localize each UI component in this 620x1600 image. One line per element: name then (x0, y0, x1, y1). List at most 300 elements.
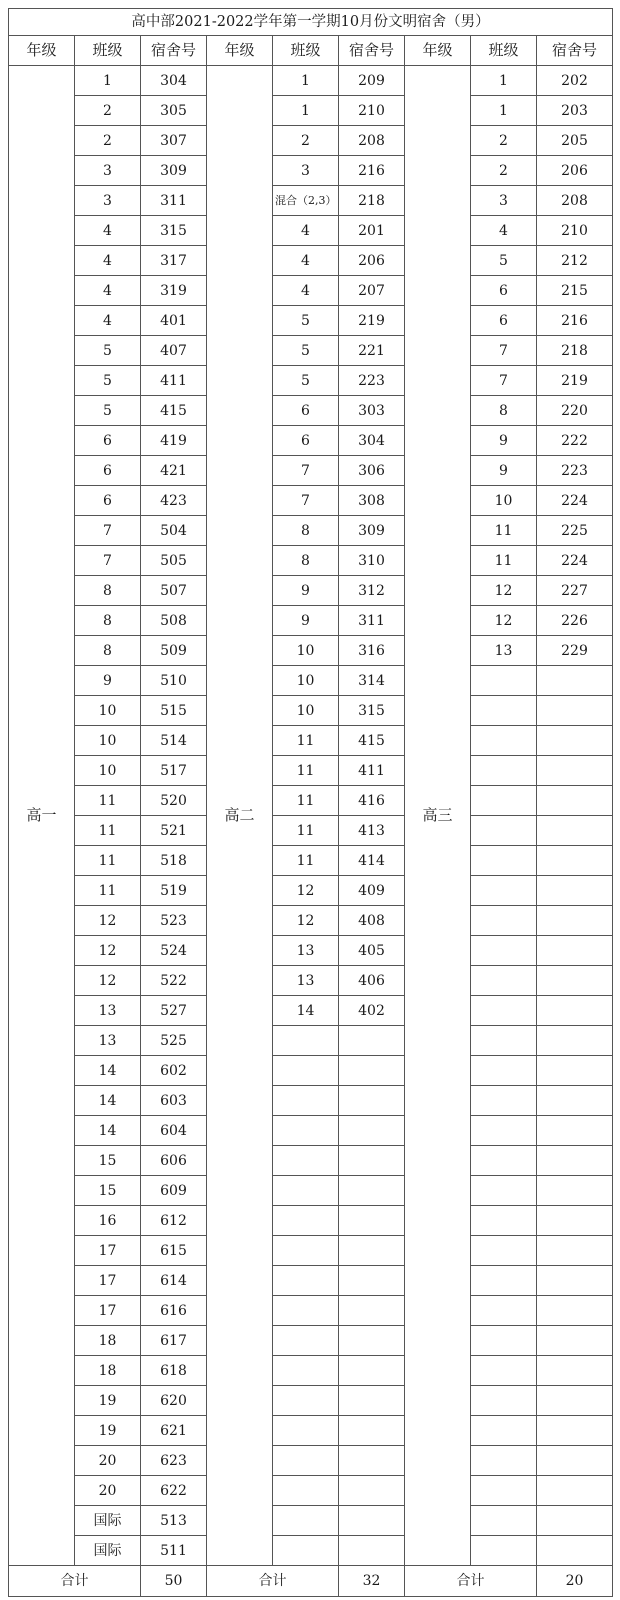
dorm-cell: 309 (339, 516, 405, 546)
class-cell: 19 (75, 1416, 141, 1446)
dorm-cell: 317 (141, 246, 207, 276)
class-cell: 11 (75, 816, 141, 846)
class-cell: 12 (273, 876, 339, 906)
dormitory-table (8, 8, 613, 1597)
dorm-cell: 311 (339, 606, 405, 636)
dorm-cell: 505 (141, 546, 207, 576)
class-cell: 10 (75, 726, 141, 756)
class-cell: 1 (471, 66, 537, 96)
total-row (9, 1566, 613, 1597)
table-row (9, 276, 613, 306)
empty-cell (471, 1416, 537, 1446)
class-cell: 6 (75, 426, 141, 456)
header-grade: 年级 (207, 36, 273, 66)
dorm-cell: 604 (141, 1116, 207, 1146)
table-row (9, 1326, 613, 1356)
class-cell: 5 (273, 306, 339, 336)
empty-cell (537, 1416, 613, 1446)
empty-cell (537, 1266, 613, 1296)
dorm-cell: 623 (141, 1446, 207, 1476)
class-cell: 9 (471, 456, 537, 486)
table-row (9, 1386, 613, 1416)
table-row (9, 306, 613, 336)
table-row (9, 486, 613, 516)
class-cell: 18 (75, 1326, 141, 1356)
empty-cell (273, 1296, 339, 1326)
empty-cell (537, 1026, 613, 1056)
class-cell: 12 (75, 966, 141, 996)
empty-cell (537, 1356, 613, 1386)
table-row (9, 396, 613, 426)
class-cell: 8 (75, 636, 141, 666)
dorm-cell: 304 (141, 66, 207, 96)
dorm-cell: 413 (339, 816, 405, 846)
empty-cell (273, 1116, 339, 1146)
empty-cell (471, 1326, 537, 1356)
dorm-cell: 520 (141, 786, 207, 816)
dorm-cell: 215 (537, 276, 613, 306)
class-cell: 10 (75, 756, 141, 786)
table-row (9, 366, 613, 396)
dorm-cell: 527 (141, 996, 207, 1026)
empty-cell (471, 1386, 537, 1416)
empty-cell (471, 906, 537, 936)
table-row (9, 906, 613, 936)
class-cell: 3 (273, 156, 339, 186)
empty-cell (471, 1266, 537, 1296)
empty-cell (273, 1506, 339, 1536)
dorm-cell: 315 (141, 216, 207, 246)
class-cell: 4 (273, 216, 339, 246)
class-cell: 11 (471, 546, 537, 576)
dorm-cell: 405 (339, 936, 405, 966)
dorm-cell: 511 (141, 1536, 207, 1566)
table-row (9, 966, 613, 996)
empty-cell (339, 1506, 405, 1536)
dorm-cell: 319 (141, 276, 207, 306)
total-label: 合计 (405, 1566, 537, 1597)
class-cell: 7 (471, 366, 537, 396)
dorm-cell: 225 (537, 516, 613, 546)
dorm-cell: 606 (141, 1146, 207, 1176)
dorm-cell: 223 (339, 366, 405, 396)
dorm-cell: 519 (141, 876, 207, 906)
dorm-cell: 311 (141, 186, 207, 216)
dorm-cell: 525 (141, 1026, 207, 1056)
empty-cell (273, 1026, 339, 1056)
table-row (9, 636, 613, 666)
class-cell: 7 (471, 336, 537, 366)
dorm-cell: 210 (339, 96, 405, 126)
dorm-cell: 514 (141, 726, 207, 756)
empty-cell (471, 696, 537, 726)
class-cell: 8 (75, 576, 141, 606)
class-cell: 6 (471, 276, 537, 306)
empty-cell (471, 1026, 537, 1056)
class-cell: 13 (273, 936, 339, 966)
empty-cell (273, 1416, 339, 1446)
empty-cell (471, 1086, 537, 1116)
class-cell: 12 (75, 906, 141, 936)
class-cell: 2 (75, 126, 141, 156)
empty-cell (339, 1386, 405, 1416)
dorm-cell: 309 (141, 156, 207, 186)
table-row (9, 1296, 613, 1326)
empty-cell (471, 1356, 537, 1386)
empty-cell (537, 1056, 613, 1086)
class-cell: 11 (75, 846, 141, 876)
class-cell: 16 (75, 1206, 141, 1236)
dorm-cell: 304 (339, 426, 405, 456)
class-cell: 17 (75, 1296, 141, 1326)
class-cell: 4 (273, 276, 339, 306)
dorm-cell: 210 (537, 216, 613, 246)
class-cell: 4 (471, 216, 537, 246)
table-row (9, 786, 613, 816)
empty-cell (471, 846, 537, 876)
empty-cell (273, 1266, 339, 1296)
dorm-cell: 409 (339, 876, 405, 906)
empty-cell (537, 1146, 613, 1176)
class-cell: 3 (75, 186, 141, 216)
class-cell: 2 (75, 96, 141, 126)
table-row (9, 1416, 613, 1446)
class-cell: 11 (273, 846, 339, 876)
class-cell: 9 (471, 426, 537, 456)
total-label: 合计 (207, 1566, 339, 1597)
title-row (9, 9, 613, 36)
class-cell: 18 (75, 1356, 141, 1386)
empty-cell (537, 726, 613, 756)
class-cell: 1 (273, 96, 339, 126)
dorm-cell: 620 (141, 1386, 207, 1416)
empty-cell (339, 1356, 405, 1386)
dorm-cell: 315 (339, 696, 405, 726)
empty-cell (537, 1206, 613, 1236)
table-row (9, 726, 613, 756)
empty-cell (339, 1056, 405, 1086)
empty-cell (471, 996, 537, 1026)
dorm-cell: 212 (537, 246, 613, 276)
header-dorm: 宿舍号 (537, 36, 613, 66)
table-row (9, 216, 613, 246)
empty-cell (273, 1356, 339, 1386)
header-dorm: 宿舍号 (339, 36, 405, 66)
dorm-cell: 218 (537, 336, 613, 366)
empty-cell (537, 666, 613, 696)
dorm-cell: 602 (141, 1056, 207, 1086)
header-class: 班级 (273, 36, 339, 66)
empty-cell (471, 1536, 537, 1566)
dorm-cell: 209 (339, 66, 405, 96)
empty-cell (339, 1176, 405, 1206)
table-row (9, 1026, 613, 1056)
dorm-cell: 508 (141, 606, 207, 636)
class-cell: 3 (75, 156, 141, 186)
dorm-cell: 220 (537, 396, 613, 426)
empty-cell (471, 756, 537, 786)
empty-cell (339, 1146, 405, 1176)
dorm-cell: 219 (339, 306, 405, 336)
table-row (9, 96, 613, 126)
dorm-cell: 306 (339, 456, 405, 486)
class-cell: 6 (273, 426, 339, 456)
empty-cell (537, 1176, 613, 1206)
empty-cell (471, 666, 537, 696)
class-cell: 4 (75, 246, 141, 276)
dorm-cell: 312 (339, 576, 405, 606)
empty-cell (537, 1326, 613, 1356)
total-value: 20 (537, 1566, 613, 1597)
empty-cell (471, 966, 537, 996)
class-cell: 20 (75, 1446, 141, 1476)
dorm-cell: 523 (141, 906, 207, 936)
empty-cell (471, 1476, 537, 1506)
empty-cell (471, 1446, 537, 1476)
dorm-cell: 206 (537, 156, 613, 186)
dorm-cell: 509 (141, 636, 207, 666)
dorm-cell: 406 (339, 966, 405, 996)
class-cell: 8 (471, 396, 537, 426)
empty-cell (537, 936, 613, 966)
dormitory-document (8, 8, 612, 1597)
class-cell: 3 (471, 186, 537, 216)
dorm-cell: 609 (141, 1176, 207, 1206)
dorm-cell: 408 (339, 906, 405, 936)
class-cell: 12 (273, 906, 339, 936)
empty-cell (537, 1446, 613, 1476)
empty-cell (471, 816, 537, 846)
empty-cell (273, 1176, 339, 1206)
class-cell: 14 (75, 1086, 141, 1116)
empty-cell (537, 1476, 613, 1506)
empty-cell (339, 1536, 405, 1566)
empty-cell (471, 1296, 537, 1326)
class-cell: 5 (273, 336, 339, 366)
table-row (9, 156, 613, 186)
class-cell: 6 (75, 456, 141, 486)
empty-cell (471, 936, 537, 966)
dorm-cell: 524 (141, 936, 207, 966)
dorm-cell: 224 (537, 546, 613, 576)
grade-cell: 高一 (9, 66, 75, 1566)
table-row (9, 1116, 613, 1146)
dorm-cell: 219 (537, 366, 613, 396)
class-cell: 13 (471, 636, 537, 666)
empty-cell (537, 876, 613, 906)
empty-cell (273, 1086, 339, 1116)
class-cell: 1 (75, 66, 141, 96)
dorm-cell: 316 (339, 636, 405, 666)
class-cell: 19 (75, 1386, 141, 1416)
class-cell: 6 (273, 396, 339, 426)
class-cell: 12 (471, 606, 537, 636)
table-row (9, 846, 613, 876)
table-row (9, 816, 613, 846)
empty-cell (339, 1026, 405, 1056)
empty-cell (471, 1506, 537, 1536)
table-row (9, 936, 613, 966)
class-cell: 5 (471, 246, 537, 276)
empty-cell (471, 1056, 537, 1086)
dorm-cell: 515 (141, 696, 207, 726)
table-row (9, 336, 613, 366)
class-cell: 10 (471, 486, 537, 516)
class-cell: 国际 (75, 1536, 141, 1566)
dorm-cell: 411 (141, 366, 207, 396)
empty-cell (471, 1176, 537, 1206)
empty-cell (273, 1446, 339, 1476)
dorm-cell: 612 (141, 1206, 207, 1236)
table-row (9, 1506, 613, 1536)
class-cell: 14 (273, 996, 339, 1026)
class-cell: 15 (75, 1176, 141, 1206)
dorm-cell: 416 (339, 786, 405, 816)
dorm-cell: 423 (141, 486, 207, 516)
empty-cell (273, 1326, 339, 1356)
empty-cell (471, 1116, 537, 1146)
dorm-cell: 227 (537, 576, 613, 606)
header-grade: 年级 (405, 36, 471, 66)
empty-cell (537, 756, 613, 786)
dorm-cell: 507 (141, 576, 207, 606)
class-cell: 10 (273, 696, 339, 726)
empty-cell (273, 1236, 339, 1266)
total-value: 50 (141, 1566, 207, 1597)
empty-cell (471, 726, 537, 756)
dorm-cell: 206 (339, 246, 405, 276)
class-cell: 1 (471, 96, 537, 126)
empty-cell (471, 1236, 537, 1266)
empty-cell (339, 1476, 405, 1506)
dorm-cell: 305 (141, 96, 207, 126)
dorm-cell: 229 (537, 636, 613, 666)
class-cell: 12 (471, 576, 537, 606)
class-cell: 8 (273, 516, 339, 546)
class-cell: 11 (471, 516, 537, 546)
header-class: 班级 (75, 36, 141, 66)
dorm-cell: 303 (339, 396, 405, 426)
dorm-cell: 224 (537, 486, 613, 516)
dorm-cell: 310 (339, 546, 405, 576)
dorm-cell: 622 (141, 1476, 207, 1506)
empty-cell (537, 1506, 613, 1536)
dorm-cell: 407 (141, 336, 207, 366)
table-row (9, 186, 613, 216)
table-row (9, 516, 613, 546)
empty-cell (339, 1206, 405, 1236)
class-cell: 5 (75, 336, 141, 366)
table-row (9, 456, 613, 486)
class-cell: 11 (273, 816, 339, 846)
dorm-cell: 308 (339, 486, 405, 516)
class-cell: 10 (75, 696, 141, 726)
dorm-cell: 222 (537, 426, 613, 456)
table-row (9, 1206, 613, 1236)
header-dorm: 宿舍号 (141, 36, 207, 66)
table-row (9, 606, 613, 636)
class-cell: 混合（2,3） (273, 186, 339, 216)
empty-cell (339, 1116, 405, 1146)
empty-cell (471, 1206, 537, 1236)
class-cell: 4 (273, 246, 339, 276)
empty-cell (339, 1236, 405, 1266)
dorm-cell: 223 (537, 456, 613, 486)
table-row (9, 756, 613, 786)
empty-cell (471, 786, 537, 816)
dorm-cell: 510 (141, 666, 207, 696)
total-value: 32 (339, 1566, 405, 1597)
class-cell: 14 (75, 1056, 141, 1086)
dorm-cell: 411 (339, 756, 405, 786)
empty-cell (537, 846, 613, 876)
class-cell: 5 (75, 366, 141, 396)
dorm-cell: 618 (141, 1356, 207, 1386)
empty-cell (471, 876, 537, 906)
class-cell: 1 (273, 66, 339, 96)
dorm-cell: 504 (141, 516, 207, 546)
dorm-cell: 221 (339, 336, 405, 366)
class-cell: 11 (273, 756, 339, 786)
empty-cell (273, 1386, 339, 1416)
class-cell: 7 (273, 456, 339, 486)
class-cell: 7 (75, 516, 141, 546)
empty-cell (537, 696, 613, 726)
class-cell: 13 (75, 1026, 141, 1056)
class-cell: 5 (75, 396, 141, 426)
empty-cell (273, 1536, 339, 1566)
empty-cell (339, 1416, 405, 1446)
dorm-cell: 208 (339, 126, 405, 156)
class-cell: 8 (273, 546, 339, 576)
dorm-cell: 415 (141, 396, 207, 426)
dorm-cell: 621 (141, 1416, 207, 1446)
total-label: 合计 (9, 1566, 141, 1597)
empty-cell (537, 1236, 613, 1266)
class-cell: 6 (75, 486, 141, 516)
class-cell: 9 (75, 666, 141, 696)
table-row (9, 1146, 613, 1176)
table-row (9, 1536, 613, 1566)
empty-cell (537, 966, 613, 996)
class-cell: 5 (273, 366, 339, 396)
empty-cell (537, 1536, 613, 1566)
header-row (9, 36, 613, 66)
dorm-cell: 216 (339, 156, 405, 186)
class-cell: 4 (75, 276, 141, 306)
dorm-cell: 205 (537, 126, 613, 156)
empty-cell (339, 1326, 405, 1356)
empty-cell (537, 1086, 613, 1116)
class-cell: 17 (75, 1236, 141, 1266)
empty-cell (273, 1146, 339, 1176)
dorm-cell: 603 (141, 1086, 207, 1116)
dorm-cell: 614 (141, 1266, 207, 1296)
table-row (9, 1266, 613, 1296)
class-cell: 12 (75, 936, 141, 966)
class-cell: 4 (75, 216, 141, 246)
empty-cell (471, 1146, 537, 1176)
table-row (9, 696, 613, 726)
grade-cell: 高三 (405, 66, 471, 1566)
table-row (9, 1086, 613, 1116)
dorm-cell: 513 (141, 1506, 207, 1536)
class-cell: 11 (273, 786, 339, 816)
empty-cell (273, 1206, 339, 1236)
empty-cell (339, 1086, 405, 1116)
header-class: 班级 (471, 36, 537, 66)
dorm-cell: 421 (141, 456, 207, 486)
